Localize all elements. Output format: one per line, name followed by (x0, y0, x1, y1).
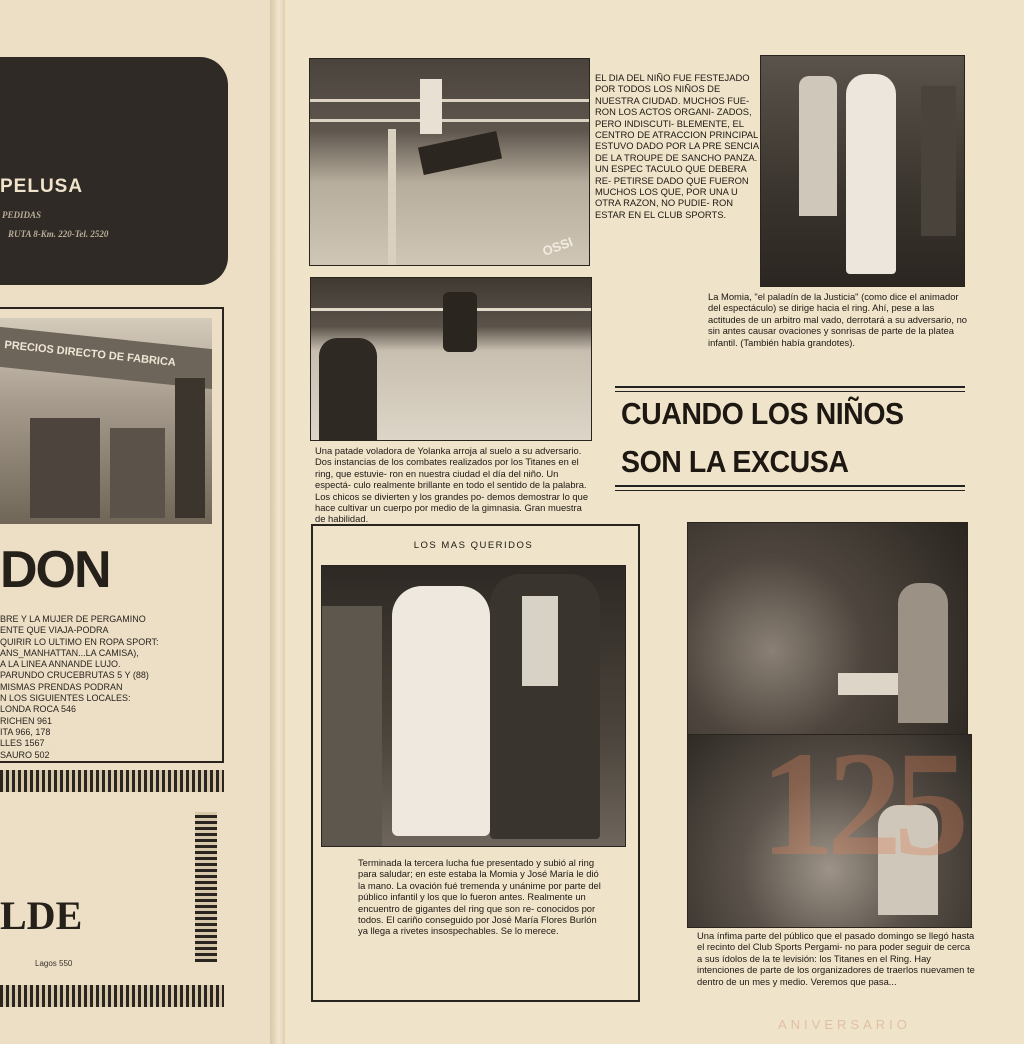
headline-rule-bottom-2 (615, 490, 965, 491)
ring-banner-text: OSSI (540, 234, 575, 259)
ad-top-title: PELUSA (0, 176, 84, 197)
headline-line2: SON LA EXCUSA (621, 444, 849, 479)
anniversary-watermark-number: 125 (760, 721, 961, 887)
greek-border-top (0, 770, 224, 792)
ad-top-dark-box (0, 57, 228, 285)
crowd-photo-1 (687, 522, 968, 736)
ring-caption: Una patade voladora de Yolanka arroja al suelo a su adversario. Dos instancias de los combates realizados por los Titanes en el ring, que estuvie- ron en nuestra ciudad el día del niño. Un espectá- culo realmente brillante en todo el sentido de la palabra. Los chicos se divierten y los grandes po- demos demostrar lo que hace cultivar un cuerpo por medio de la gimnasia. Gran muestra de habilidad. (315, 445, 589, 525)
momia-caption: La Momia, "el paladín de la Justicia" (como dice el animador del espectáculo) se dirige hacia el ring. Ahí, pese a las actitudes de un arbitro mal vado, derrotará a su adversario, no sin antes causar ovaciones y sonrisas de parte de la platea infantil. (También había grandotes). (708, 291, 967, 348)
momia-handshake-photo (321, 565, 626, 847)
headline-rule-bottom (615, 485, 965, 487)
momia-photo (760, 55, 965, 287)
headline-rule-top (615, 386, 965, 388)
ad-top-line2: RUTA 8-Km. 220-Tel. 2520 (8, 229, 109, 239)
anniversary-watermark-word: ANIVERSARIO (778, 1017, 911, 1032)
storefront-sign: PRECIOS DIRECTO DE FABRICA (3, 339, 177, 369)
storefront-photo (0, 318, 212, 524)
intro-text: EL DIA DEL NIÑO FUE FESTEJADO POR TODOS LOS NIÑOS DE NUESTRA CIUDAD. MUCHOS FUE- RON LOS ACTOS ORGANI- ZADOS, PERO INDISCUTI- BLEMENTE, EL CENTRO DE ATRACCION PRINCIPAL ESTUVO DADO POR LA PRE SENCIA DE LA TROUPE DE SANCHO PANZA. UN ESPEC TACULO QUE DEBERA RE- PETIRSE DADO QUE FUERON MUCHOS LOS QUE, POR UNA U OTRA RAZON, NO PUDIE- RON ESTAR EN EL CLUB SPORTS. (595, 72, 759, 220)
ad-mid-text: BRE Y LA MUJER DE PERGAMINO ENTE QUE VIAJA-PODRA QUIRIR LO ULTIMO EN ROPA SPORT: ANS_MANHATTAN...LA CAMISA), A LA LINEA ANNANDE LUJO. PARUNDO CRUCEBRUTAS 5 Y (88) MISMAS PRENDAS PODRAN N LOS SIGUIENTES LOCALES: LONDA ROCA 546 RICHEN 961 ITA 966, 178 LLES 1567 SAURO 502 (0, 614, 159, 760)
box-title: LOS MAS QUERIDOS (413, 540, 534, 551)
ad-top-line1: PEDIDAS (2, 210, 42, 220)
ad-bottom-address: Lagos 550 (35, 959, 73, 968)
greek-border-right (195, 812, 217, 962)
box-caption: Terminada la tercera lucha fue presentado y subió al ring para saludar; en este estaba la Momia y José María le dió la mano. La ovación fué tremenda y unánime por parte del público infantil y los que lo fueron antes. Realmente un encuentro de gigantes del ring que son re- conocidos por todos. El cariño conseguido por José María Flores Burlón ya llega a rivetes insospechables. Se lo merece. (358, 857, 601, 937)
ad-bottom-title: LDE (0, 893, 83, 938)
ring-photo-1 (309, 58, 590, 266)
ring-photo-2 (310, 277, 592, 441)
crowd-caption: Una ínfima parte del público que el pasado domingo se llegó hasta el recinto del Club Sports Pergami- no para poder seguir de cerca a sus ídolos de la te levisión: los Titanes en el Ring. Hay intenciones de parte de los organizadores de traerlos nuevamen te dentro de un mes y medio. Veremos que pasa... (697, 930, 975, 987)
ad-mid-title: DON (0, 541, 110, 599)
greek-border-bottom (0, 985, 224, 1007)
headline-line1: CUANDO LOS NIÑOS (621, 396, 904, 431)
